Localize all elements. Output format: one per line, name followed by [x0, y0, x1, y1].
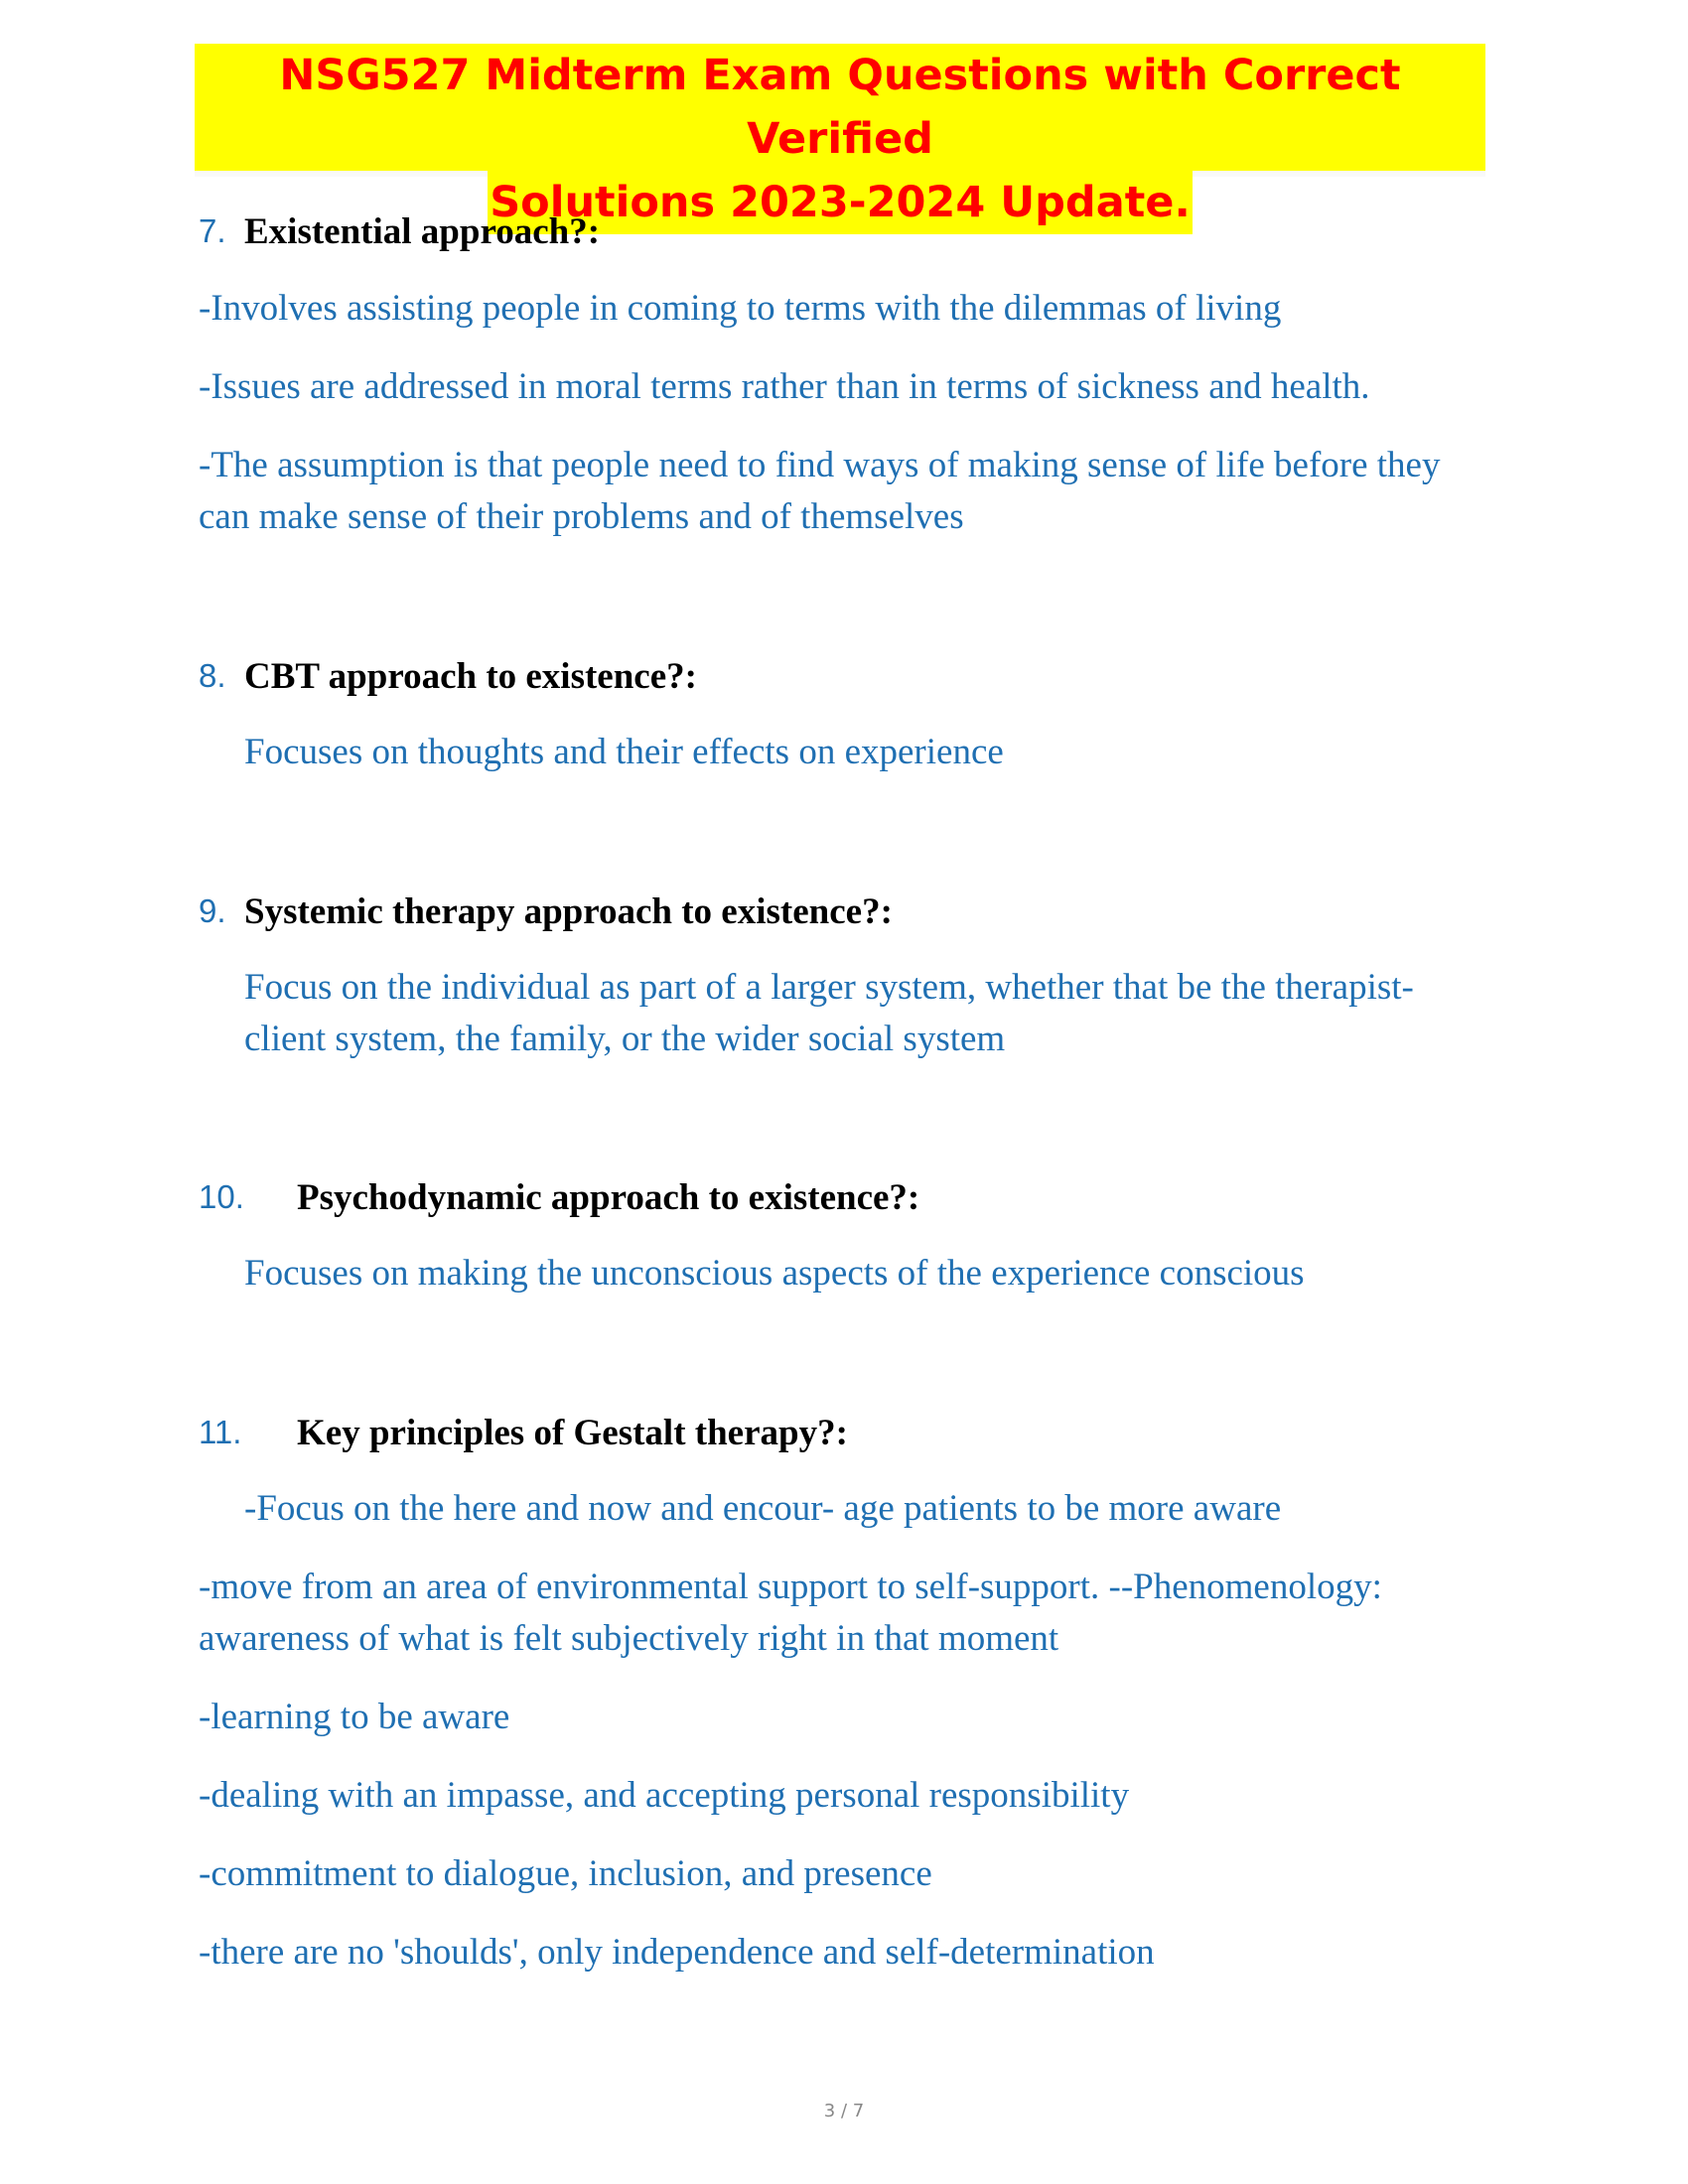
question-11-answer-2: -move from an area of environmental support to self-support. --Phenomenology: awareness of what is felt subjectively right in that moment — [199, 1567, 1382, 1659]
question-10-answer-1: Focuses on making the unconscious aspects of the experience conscious — [244, 1253, 1305, 1294]
question-8-heading: CBT approach to existence?: — [244, 656, 697, 697]
page-number: 3 / 7 — [823, 2101, 865, 2121]
question-11-answer-6: -there are no 'shoulds', only independence and self-determination — [199, 1932, 1155, 1973]
title-line-2: Solutions 2023-2024 Update. — [488, 171, 1193, 234]
question-11-answer-1: -Focus on the here and now and encour- age patients to be more aware — [244, 1488, 1282, 1529]
question-8-number: 8. — [199, 657, 226, 694]
question-11-heading: Key principles of Gestalt therapy?: — [297, 1413, 848, 1453]
question-11-answer-5: -commitment to dialogue, inclusion, and presence — [199, 1853, 932, 1894]
title-line-1: NSG527 Midterm Exam Questions with Correct Verified — [195, 44, 1485, 171]
question-7-number: 7. — [199, 212, 226, 249]
question-9-answer-1: Focus on the individual as part of a larger system, whether that be the therapist-client system, the family, or the wider social system — [244, 967, 1414, 1059]
question-7-answer-2: -Issues are addressed in moral terms rather than in terms of sickness and health. — [199, 366, 1370, 407]
question-7-answer-3: -The assumption is that people need to find ways of making sense of life before they can make sense of their problems and of themselves — [199, 445, 1441, 537]
question-11-answer-4: -dealing with an impasse, and accepting personal responsibility — [199, 1775, 1130, 1816]
question-10-heading: Psychodynamic approach to existence?: — [297, 1177, 920, 1218]
question-9-number: 9. — [199, 892, 226, 929]
question-7-answer-1: -Involves assisting people in coming to terms with the dilemmas of living — [199, 288, 1282, 329]
question-11-number: 11. — [199, 1414, 242, 1450]
question-8-answer-1: Focuses on thoughts and their effects on experience — [244, 732, 1004, 772]
question-9-heading: Systemic therapy approach to existence?: — [244, 891, 893, 932]
document-title — [195, 44, 1485, 227]
question-11-answer-3: -learning to be aware — [199, 1697, 510, 1737]
question-10-number: 10. — [199, 1178, 244, 1215]
question-7-heading: Existential approach?: — [244, 211, 601, 252]
